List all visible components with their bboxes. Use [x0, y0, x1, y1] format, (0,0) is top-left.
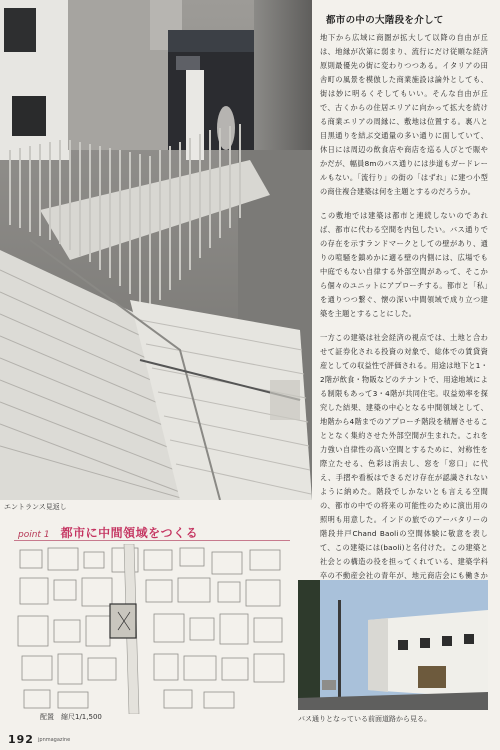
street-photo	[298, 580, 488, 710]
article-paragraph: 一方この建築は社会経済の視点では、土地と合わせて証券化される投資の対象で、総体での賃貸資産としての収益性で評価される。用途は地下と1・2階が飲食・物販などのテナントで、用途地域による制限もあって3・4階が共同住宅。収益効率を探究した結果、建築の中心となる中間領域として、地階から4階までのアプローチ階段を積層させることとなく集約させた外部空間が生まれた。これを力強い自律性の高い空間とするために、対称性を際立たせる、色彩は消去し、窓を「窓口」に代え、手摺や看板はできるだけ存在が認識されないように納めた。階段でしかないとも言える空間の、都市の中での将来の可能性のために演出用の照明も用意した。インドの旅でのアーバタリーの階段井戸Chand Baoliの空間体験に敬意を表して、この建築には(baoli)と名付けた。この建築と社会との構造の役を担ってくれている、建築学科卒の不動産会社の青年が、地元商店会にも働きか	[320, 333, 488, 580]
article-paragraph: 地下から広域に商圏が拡大して以降の自由が丘は、地縁が次第に弱まり、流行にだけ従順な経済原則最優先の街に変わりつつある。イタリアの田舎町の風景を模倣した商業施設は論外としても、街は妙に明るくそしてもいい。そんな自由が丘で、古くからの住居エリアに向かって拡大を続ける商業エリアの周縁に、敷地は位置する。裏八と目黒通りを結ぶ交通量の多い通りに面していて、休日には周辺の飲食店や商店を巡る人びとで賑やかだが、幅員8mのバス通りには歩道もガードレールもない。「流行り」の街の「はずれ」に建つ小型の商住複合建築は何を主題とするのだろうか。	[320, 33, 488, 196]
point-label: point 1	[18, 530, 50, 540]
street-photo-caption: バス通りとなっている前面道路から見る。	[298, 715, 431, 723]
site-plan-caption: 配置 縮尺1/1,500	[40, 713, 102, 721]
folio-publication: jpnmagazine	[38, 737, 71, 743]
point-title: 都市に中間領域をつくる	[60, 526, 199, 540]
street-photo-illustration	[298, 580, 488, 710]
page-number: 192	[8, 733, 34, 746]
site-plan	[14, 544, 290, 714]
point-divider	[14, 540, 290, 541]
article-paragraph: この敷地では建築は都市と連続しないのであれば、都市に代わる空間を内包したい。バス通りでの存在を示すランドマークとしての壁があり、通りの喧騒を鎮めかに適る壁の内側には、広場でも中庭でもない自律する外部空間があって、そこから個々のユニットにアプローチする。都市と「私」を通りつつ繋ぐ、懐の深い中間領域で成り立つ建築を主題とすることにした。	[320, 211, 488, 318]
article-heading: 都市の中の大階段を介して	[326, 15, 444, 26]
main-photo-caption: エントランス見返し	[4, 503, 67, 511]
site-plan-drawing	[14, 544, 290, 714]
staircase-photo-illustration	[0, 0, 312, 500]
article-column	[320, 12, 488, 627]
point-header	[18, 522, 288, 538]
main-photo	[0, 0, 312, 500]
